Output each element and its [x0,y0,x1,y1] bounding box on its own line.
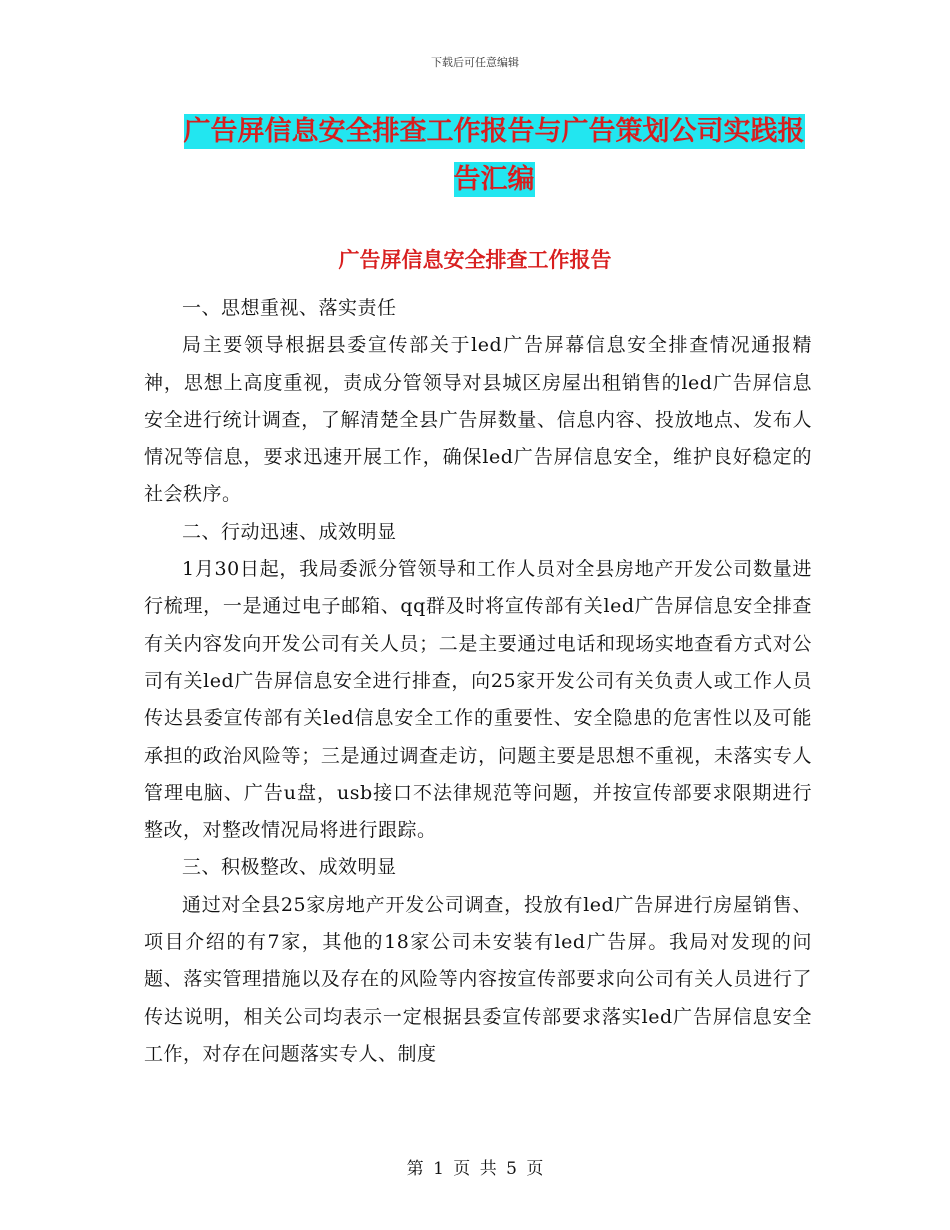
paragraph-2: 1月30日起，我局委派分管领导和工作人员对全县房地产开发公司数量进行梳理，一是通过电子邮箱、qq群及时将宣传部有关led广告屏信息安全排查有关内容发向开发公司有关人员；二是主要通过电话和现场实地查看方式对公司有关led广告屏信息安全进行排查，向25家开发公司有关负责人或工作人员传达县委宣传部有关led信息安全工作的重要性、安全隐患的危害性以及可能承担的政治风险等；三是通过调查走访，问题主要是思想不重视，未落实专人管理电脑、广告u盘，usb接口不法律规范等问题，并按宣传部要求限期进行整改，对整改情况局将进行跟踪。 [144,558,812,842]
title-line-2: 告汇编 [453,164,535,195]
heading-2: 二、行动迅速、成效明显 [182,520,397,543]
header-note: 下载后可任意编辑 [431,56,519,69]
heading-1: 一、思想重视、落实责任 [182,297,397,319]
document-body [144,290,812,1073]
document-title [144,108,844,204]
title-line-1: 广告屏信息安全排查工作报告与广告策划公司实践报 [183,116,805,147]
page-footer: 第 1 页 共 5 页 [406,1159,544,1179]
paragraph-1: 局主要领导根据县委宣传部关于led广告屏幕信息安全排查情况通报精神，思想上高度重视，责成分管领导对县城区房屋出租销售的led广告屏信息安全进行统计调查，了解清楚全县广告屏数量、信息内容、投放地点、发布人情况等信息，要求迅速开展工作，确保led广告屏信息安全，维护良好稳定的社会秩序。 [144,334,812,506]
section-title: 广告屏信息安全排查工作报告 [338,248,612,272]
heading-3: 三、积极整改、成效明显 [182,856,397,879]
paragraph-3: 通过对全县25家房地产开发公司调查，投放有led广告屏进行房屋销售、项目介绍的有7家，其他的18家公司未安装有led广告屏。我局对发现的问题、落实管理措施以及存在的风险等内容按宣传部要求向公司有关人员进行了传达说明，相关公司均表示一定根据县委宣传部要求落实led广告屏信息安全工作，对存在问题落实专人、制度 [144,893,812,1065]
